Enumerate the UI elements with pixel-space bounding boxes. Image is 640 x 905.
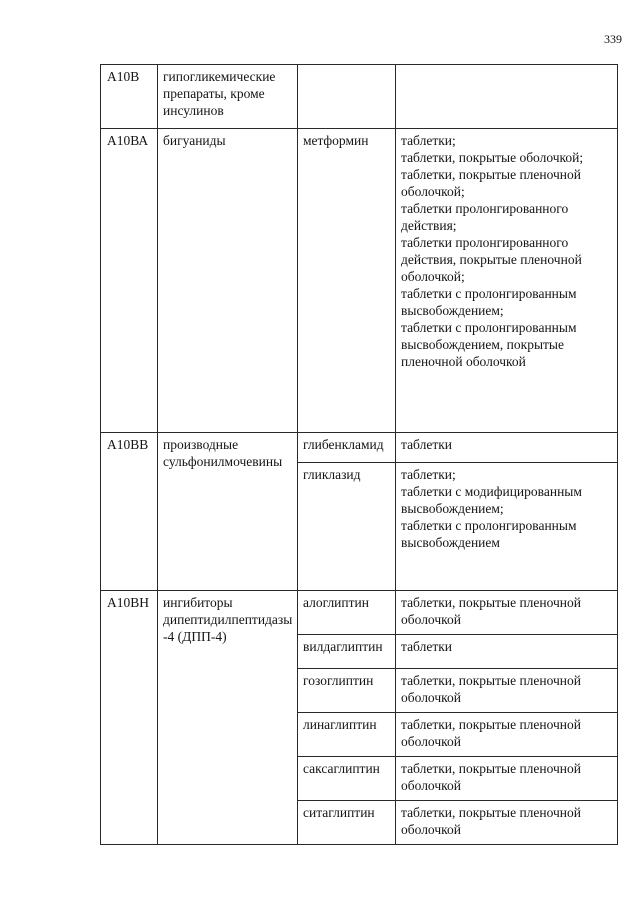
dosage-form: таблетки пролонгированного действия;	[401, 201, 569, 233]
substance-cell: линаглиптин	[298, 713, 396, 757]
substance-cell	[298, 65, 396, 129]
dosage-form: таблетки;	[401, 133, 456, 148]
dosage-forms-cell	[396, 129, 618, 433]
dosage-form: таблетки с модифицированным высвобождением;	[401, 484, 582, 516]
substance-cell: метформин	[298, 129, 396, 433]
dosage-forms-cell: таблетки, покрытые пленочной оболочкой	[396, 713, 618, 757]
substance-cell: ситаглиптин	[298, 801, 396, 845]
substance-cell: гликлазид	[298, 463, 396, 591]
table-row	[101, 591, 618, 635]
atc-code: А10ВА	[101, 129, 158, 433]
atc-group-name: бигуаниды	[158, 129, 298, 433]
dosage-form: таблетки с пролонгированным высвобождением;	[401, 286, 577, 318]
table-row	[101, 129, 618, 433]
dosage-forms-cell: таблетки, покрытые пленочной оболочкой	[396, 591, 618, 635]
dosage-form: таблетки, покрытые оболочкой;	[401, 150, 584, 165]
dosage-forms-cell	[396, 463, 618, 591]
dosage-form: таблетки с пролонгированным высвобождением	[401, 518, 577, 550]
dosage-forms-cell	[396, 65, 618, 129]
drug-classification-table	[100, 64, 618, 845]
atc-group-name: ингибиторы дипептидилпептидазы-4 (ДПП-4)	[158, 591, 298, 845]
table-row	[101, 433, 618, 463]
substance-cell: гозоглиптин	[298, 669, 396, 713]
dosage-form: таблетки с пролонгированным высвобождением, покрытые пленочной оболочкой	[401, 320, 577, 369]
dosage-forms-cell: таблетки, покрытые пленочной оболочкой	[396, 669, 618, 713]
atc-code: А10ВВ	[101, 433, 158, 591]
dosage-forms-cell: таблетки, покрытые пленочной оболочкой	[396, 801, 618, 845]
dosage-form: таблетки, покрытые пленочной оболочкой;	[401, 167, 582, 199]
substance-cell: глибенкламид	[298, 433, 396, 463]
dosage-form: таблетки пролонгированного действия, покрытые пленочной оболочкой;	[401, 235, 582, 284]
dosage-forms-cell: таблетки, покрытые пленочной оболочкой	[396, 757, 618, 801]
atc-code: А10В	[101, 65, 158, 129]
atc-group-name: производные сульфонилмочевины	[158, 433, 298, 591]
dosage-form: таблетки	[401, 437, 453, 452]
substance-cell: алоглиптин	[298, 591, 396, 635]
substance-cell: вилдаглиптин	[298, 635, 396, 669]
dosage-forms-cell	[396, 433, 618, 463]
dosage-form: таблетки;	[401, 467, 456, 482]
substance-cell: саксаглиптин	[298, 757, 396, 801]
table-row	[101, 65, 618, 129]
atc-code: А10ВН	[101, 591, 158, 845]
dosage-forms-cell: таблетки	[396, 635, 618, 669]
page-number: 339	[604, 32, 622, 46]
atc-group-name: гипогликемические препараты, кроме инсулинов	[158, 65, 298, 129]
